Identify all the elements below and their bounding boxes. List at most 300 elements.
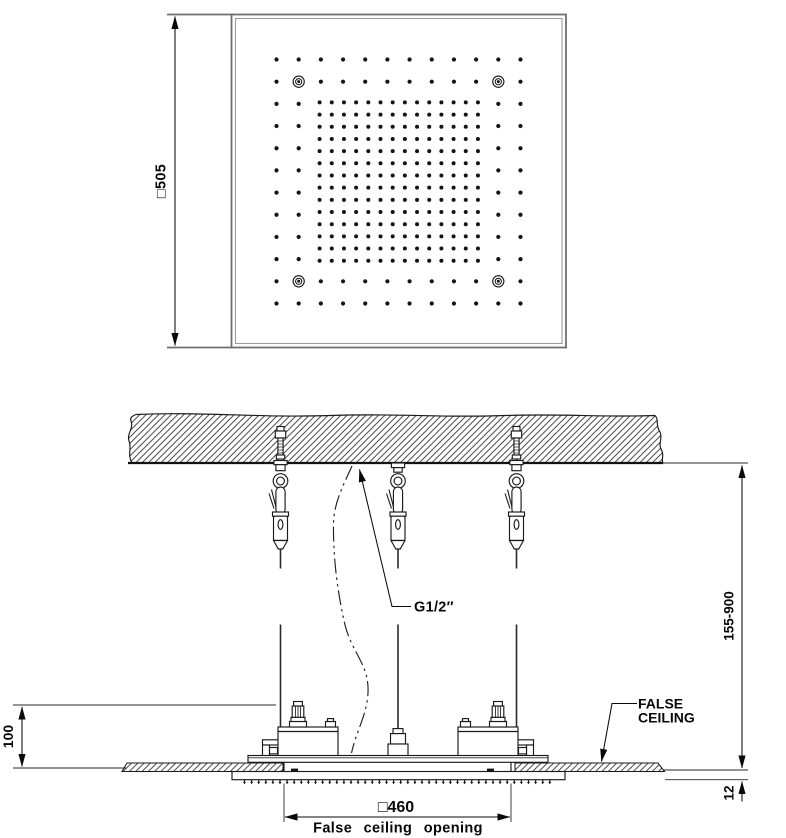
- nozzle-dot: [403, 125, 407, 129]
- box-tab-lip: [463, 719, 469, 722]
- nozzle-dot: [415, 137, 419, 141]
- nozzle-dot: [391, 113, 395, 117]
- plate-screw: [487, 769, 494, 772]
- nozzle-dot: [452, 125, 456, 129]
- section-view: [0, 414, 748, 837]
- nozzle-dot: [391, 161, 395, 165]
- nozzle-dot: [391, 198, 395, 202]
- nozzle-dot: [366, 113, 370, 117]
- nozzle-dot: [391, 186, 395, 190]
- nozzle-dot: [391, 222, 395, 226]
- adjuster-flange: [491, 717, 505, 721]
- callout-false-ceiling: [602, 696, 695, 762]
- nozzle-dot: [464, 198, 468, 202]
- nozzle-dot: [366, 161, 370, 165]
- nozzle-dot: [415, 198, 419, 202]
- nozzle-dot: [318, 198, 322, 202]
- nozzle-dot: [474, 80, 478, 84]
- opening-caption: False ceiling opening: [313, 820, 483, 837]
- nozzle-dot: [474, 301, 478, 305]
- nozzle-dot: [342, 259, 346, 263]
- nozzle-dot: [297, 124, 301, 128]
- nozzle-dot: [452, 149, 456, 153]
- nozzle-dot: [407, 57, 411, 61]
- nozzle-dot: [297, 235, 301, 239]
- nozzle-dot: [439, 113, 443, 117]
- nozzle-dot: [496, 190, 500, 194]
- nozzle-dot: [403, 149, 407, 153]
- nozzle-dot: [439, 210, 443, 214]
- nozzle-dot: [391, 234, 395, 238]
- nozzle-dot: [342, 149, 346, 153]
- nozzle-dot: [415, 100, 419, 104]
- nozzle-dot: [391, 125, 395, 129]
- plate-reveal-label: 12: [721, 785, 737, 801]
- dimension-recess-height: [0, 707, 22, 767]
- nozzle-dot: [274, 168, 278, 172]
- shower-plate-outline: [232, 15, 567, 348]
- inlet-neck: [391, 734, 406, 744]
- nozzle-dot: [439, 125, 443, 129]
- nozzle-dot: [427, 222, 431, 226]
- nozzle-dot: [379, 100, 383, 104]
- nozzle-dot: [403, 259, 407, 263]
- top-view: [154, 15, 567, 348]
- nozzle-dot: [476, 234, 480, 238]
- nozzle-dot: [274, 213, 278, 217]
- nozzle-dot: [341, 301, 345, 305]
- nozzle-dot: [366, 173, 370, 177]
- false-ceiling-left: [122, 763, 283, 772]
- nozzle-dot: [476, 113, 480, 117]
- nozzle-dot: [341, 57, 345, 61]
- nozzle-dot: [476, 149, 480, 153]
- nozzle-dot: [427, 100, 431, 104]
- nozzle-dot: [274, 301, 278, 305]
- nozzle-dot: [354, 259, 358, 263]
- nozzle-dot: [415, 113, 419, 117]
- nozzle-dot: [496, 235, 500, 239]
- nozzle-dot: [379, 173, 383, 177]
- nozzle-dot: [427, 113, 431, 117]
- nozzle-dot: [379, 186, 383, 190]
- nozzle-dot: [366, 210, 370, 214]
- nozzle-dot: [330, 259, 334, 263]
- nozzle-dot: [318, 100, 322, 104]
- nozzle-dot: [452, 80, 456, 84]
- nozzle-dot: [518, 257, 522, 261]
- ceiling-slab: [128, 414, 663, 463]
- nozzle-dot: [464, 234, 468, 238]
- suspension-hangers: [269, 427, 525, 748]
- nozzle-dot: [385, 80, 389, 84]
- nozzle-dot: [342, 137, 346, 141]
- nozzle-dot: [319, 279, 323, 283]
- nozzle-dot: [297, 257, 301, 261]
- nozzle-dot: [403, 210, 407, 214]
- callout-connection: [360, 470, 454, 616]
- nozzle-dot: [354, 100, 358, 104]
- nozzle-dot: [427, 137, 431, 141]
- nozzle-dot: [439, 100, 443, 104]
- nozzle-dot: [385, 301, 389, 305]
- nozzle-dot: [330, 113, 334, 117]
- nozzle-dot: [341, 279, 345, 283]
- nozzle-dot: [297, 146, 301, 150]
- nozzle-dot: [391, 247, 395, 251]
- mounting-box-right: [458, 702, 534, 757]
- nozzle-dot: [297, 301, 301, 305]
- nozzle-dot: [427, 186, 431, 190]
- nozzle-dot: [318, 149, 322, 153]
- nozzle-dot: [391, 137, 395, 141]
- nozzle-dot: [274, 279, 278, 283]
- nozzle-dot: [366, 149, 370, 153]
- connection-label: G1/2″: [414, 599, 454, 616]
- adjuster-cap: [494, 702, 503, 707]
- dimension-plate-reveal: [722, 782, 743, 802]
- cable-bracket-arm: [518, 740, 534, 745]
- nozzle-dot: [379, 198, 383, 202]
- nozzle-dot: [427, 259, 431, 263]
- nozzle-dot: [342, 100, 346, 104]
- nozzle-dot: [430, 57, 434, 61]
- nozzle-dot: [342, 222, 346, 226]
- nozzle-dot: [474, 57, 478, 61]
- nozzle-dot: [427, 234, 431, 238]
- adjuster-flange: [291, 717, 305, 721]
- nozzle-dot: [318, 222, 322, 226]
- nozzle-dot: [415, 259, 419, 263]
- nozzle-dot: [354, 161, 358, 165]
- nozzle-dot: [439, 259, 443, 263]
- nozzle-dot: [330, 137, 334, 141]
- nozzle-dot: [439, 186, 443, 190]
- nozzle-dot: [518, 124, 522, 128]
- nozzle-dot: [379, 149, 383, 153]
- dimension-plate-size: [154, 17, 176, 346]
- nozzle-dot: [330, 125, 334, 129]
- adjuster-base: [490, 722, 507, 728]
- nozzle-dot: [476, 125, 480, 129]
- nozzle-dot: [415, 247, 419, 251]
- nozzle-dot: [452, 173, 456, 177]
- nozzle-dot: [464, 113, 468, 117]
- nozzle-dot: [318, 137, 322, 141]
- nozzle-dot: [452, 100, 456, 104]
- plate-screw: [291, 769, 298, 772]
- nozzle-dot: [274, 124, 278, 128]
- nozzle-dot: [452, 57, 456, 61]
- nozzle-dot: [464, 100, 468, 104]
- nozzle-dot: [496, 102, 500, 106]
- hanger: [505, 427, 525, 748]
- nozzle-dot: [354, 210, 358, 214]
- nozzle-dot: [415, 161, 419, 165]
- nozzle-dot: [407, 279, 411, 283]
- nozzle-dot: [366, 186, 370, 190]
- shower-plate-inner-edge: [236, 19, 563, 344]
- nozzle-dot: [274, 57, 278, 61]
- nozzle-dot: [354, 186, 358, 190]
- nozzle-dot: [354, 198, 358, 202]
- nozzle-dot: [415, 210, 419, 214]
- nozzle-dot: [476, 100, 480, 104]
- nozzle-dot: [464, 173, 468, 177]
- nozzle-ticks: [243, 780, 551, 784]
- nozzle-dot: [476, 173, 480, 177]
- nozzle-dot: [363, 80, 367, 84]
- nozzle-dot: [354, 247, 358, 251]
- nozzle-dot: [354, 113, 358, 117]
- nozzle-dot: [403, 137, 407, 141]
- nozzle-dot: [330, 173, 334, 177]
- nozzle-dot: [474, 279, 478, 283]
- nozzle-dot: [518, 168, 522, 172]
- inlet-collar: [393, 729, 403, 734]
- nozzle-dot: [464, 125, 468, 129]
- nozzle-dot: [427, 247, 431, 251]
- nozzle-dot: [330, 234, 334, 238]
- nozzle-dot: [427, 173, 431, 177]
- nozzle-dot: [318, 247, 322, 251]
- nozzle-dot: [496, 213, 500, 217]
- nozzle-dot: [366, 198, 370, 202]
- nozzle-dot: [318, 186, 322, 190]
- nozzle-dot: [518, 279, 522, 283]
- nozzle-dot: [496, 57, 500, 61]
- slab-hatch: [128, 414, 663, 463]
- nozzle-dot: [476, 259, 480, 263]
- nozzle-dot: [427, 161, 431, 165]
- nozzle-dot: [342, 173, 346, 177]
- nozzle-dot: [415, 149, 419, 153]
- nozzle-dot: [366, 137, 370, 141]
- nozzle-dot: [318, 113, 322, 117]
- nozzle-dot: [391, 173, 395, 177]
- nozzle-dot: [452, 279, 456, 283]
- nozzle-dot: [452, 247, 456, 251]
- nozzle-dot: [274, 190, 278, 194]
- nozzle-dot: [518, 57, 522, 61]
- nozzle-dot: [439, 161, 443, 165]
- nozzle-dot: [379, 234, 383, 238]
- shower-plate-section: [232, 772, 565, 780]
- nozzle-dot: [354, 234, 358, 238]
- nozzle-dot: [342, 113, 346, 117]
- nozzle-dot: [391, 100, 395, 104]
- nozzle-dot: [464, 137, 468, 141]
- nozzle-dot: [318, 125, 322, 129]
- nozzle-dot: [496, 146, 500, 150]
- nozzle-dot: [363, 279, 367, 283]
- nozzle-dot: [363, 57, 367, 61]
- nozzle-dot: [366, 125, 370, 129]
- nozzle-dot: [496, 168, 500, 172]
- bar-body: [248, 756, 548, 763]
- nozzle-dot: [452, 210, 456, 214]
- nozzle-dot: [318, 161, 322, 165]
- nozzle-dot: [342, 234, 346, 238]
- nozzle-dot: [330, 149, 334, 153]
- mounting-bar: [248, 756, 548, 763]
- nozzle-dot: [366, 222, 370, 226]
- cable-bracket-nut: [519, 748, 527, 754]
- nozzle-dot: [319, 80, 323, 84]
- nozzle-dot: [476, 210, 480, 214]
- box-tab: [326, 722, 336, 728]
- mounting-box-left: [263, 702, 339, 757]
- nozzle-dot: [518, 190, 522, 194]
- nozzle-dot: [297, 57, 301, 61]
- nozzle-dot: [476, 161, 480, 165]
- nozzle-dot: [476, 222, 480, 226]
- nozzle-dot: [427, 210, 431, 214]
- nozzle-dot: [452, 259, 456, 263]
- nozzle-dot: [342, 198, 346, 202]
- nozzle-dot: [274, 102, 278, 106]
- nozzle-dot: [297, 102, 301, 106]
- nozzle-dot: [274, 80, 278, 84]
- nozzle-dot: [403, 173, 407, 177]
- nozzle-dot: [342, 125, 346, 129]
- nozzle-dot: [518, 235, 522, 239]
- water-inlet: [388, 729, 408, 757]
- nozzle-dot: [354, 137, 358, 141]
- nozzle-dot: [415, 125, 419, 129]
- nozzle-dot: [330, 210, 334, 214]
- nozzle-dot: [439, 247, 443, 251]
- leader-line: [602, 704, 638, 762]
- nozzle-dot: [330, 100, 334, 104]
- nozzle-dot: [452, 222, 456, 226]
- nozzle-dot: [366, 234, 370, 238]
- nozzle-dot: [318, 234, 322, 238]
- nozzle-dot: [341, 80, 345, 84]
- nozzle-dot: [297, 190, 301, 194]
- nozzle-dot: [439, 137, 443, 141]
- cable-bracket-nut: [270, 748, 278, 754]
- nozzle-dot: [518, 102, 522, 106]
- nozzle-dot: [379, 259, 383, 263]
- cable-bracket-hook: [527, 745, 534, 756]
- nozzle-dot: [439, 222, 443, 226]
- drop-range-label: 155-900: [721, 591, 737, 641]
- plate-size-label: □505: [153, 163, 170, 199]
- nozzle-dot: [354, 173, 358, 177]
- nozzle-dot: [363, 301, 367, 305]
- nozzle-dot: [297, 213, 301, 217]
- nozzle-dot: [427, 149, 431, 153]
- false-ceiling-label-1: FALSE: [638, 695, 684, 712]
- nozzle-dot: [464, 259, 468, 263]
- nozzle-dot: [319, 301, 323, 305]
- nozzle-dot: [415, 173, 419, 177]
- nozzle-dot: [518, 301, 522, 305]
- nozzle-dot: [407, 301, 411, 305]
- nozzle-dot: [354, 149, 358, 153]
- recess-height-label: 100: [0, 724, 16, 749]
- nozzle-dot: [476, 137, 480, 141]
- nozzle-dot: [464, 210, 468, 214]
- nozzle-dot: [452, 198, 456, 202]
- nozzle-dot: [452, 234, 456, 238]
- box-tab-lip: [328, 719, 334, 722]
- nozzle-dot: [415, 234, 419, 238]
- nozzle-dot: [403, 161, 407, 165]
- nozzle-grid: [274, 57, 522, 305]
- nozzle-dot: [379, 113, 383, 117]
- dimension-opening: [284, 784, 511, 837]
- nozzle-dot: [452, 113, 456, 117]
- nozzle-dot: [330, 247, 334, 251]
- nozzle-dot: [476, 247, 480, 251]
- false-ceiling-right: [515, 763, 665, 772]
- nozzle-dot: [464, 222, 468, 226]
- nozzle-dot: [518, 146, 522, 150]
- nozzle-dot: [403, 234, 407, 238]
- dimension-drop-range: [722, 466, 743, 769]
- nozzle-dot: [379, 161, 383, 165]
- nozzle-dot: [439, 234, 443, 238]
- nozzle-dot: [464, 186, 468, 190]
- nozzle-dot: [403, 100, 407, 104]
- nozzle-dot: [439, 173, 443, 177]
- nozzle-dot: [379, 222, 383, 226]
- nozzle-dot: [464, 149, 468, 153]
- nozzle-dot: [464, 161, 468, 165]
- nozzle-dot: [391, 210, 395, 214]
- nozzle-dot: [427, 125, 431, 129]
- nozzle-dot: [403, 222, 407, 226]
- nozzle-dot: [496, 124, 500, 128]
- nozzle-dot: [274, 257, 278, 261]
- nozzle-dot: [496, 257, 500, 261]
- nozzle-dot: [385, 57, 389, 61]
- nozzle-dot: [452, 301, 456, 305]
- nozzle-dot: [379, 137, 383, 141]
- box-tab: [461, 722, 471, 728]
- nozzle-dot: [430, 279, 434, 283]
- nozzle-dot: [496, 301, 500, 305]
- nozzle-dot: [415, 222, 419, 226]
- nozzle-dot: [427, 198, 431, 202]
- nozzle-dot: [452, 186, 456, 190]
- flexible-hose-centerline: [333, 466, 368, 753]
- nozzle-dot: [391, 259, 395, 263]
- nozzle-dot: [385, 279, 389, 283]
- nozzle-dot: [518, 80, 522, 84]
- nozzle-dot: [439, 198, 443, 202]
- nozzle-dot: [439, 149, 443, 153]
- adjuster-base: [290, 722, 307, 728]
- nozzle-dot: [476, 186, 480, 190]
- nozzle-dot: [330, 198, 334, 202]
- nozzle-dot: [415, 186, 419, 190]
- nozzle-dot: [342, 186, 346, 190]
- nozzle-dot: [403, 247, 407, 251]
- nozzle-dot: [379, 210, 383, 214]
- nozzle-dot: [366, 247, 370, 251]
- nozzle-dot: [366, 100, 370, 104]
- hanger: [269, 427, 289, 748]
- nozzle-dot: [319, 57, 323, 61]
- nozzle-dot: [379, 247, 383, 251]
- nozzle-dot: [430, 80, 434, 84]
- nozzle-dot: [518, 213, 522, 217]
- nozzle-dot: [274, 235, 278, 239]
- nozzle-dot: [403, 186, 407, 190]
